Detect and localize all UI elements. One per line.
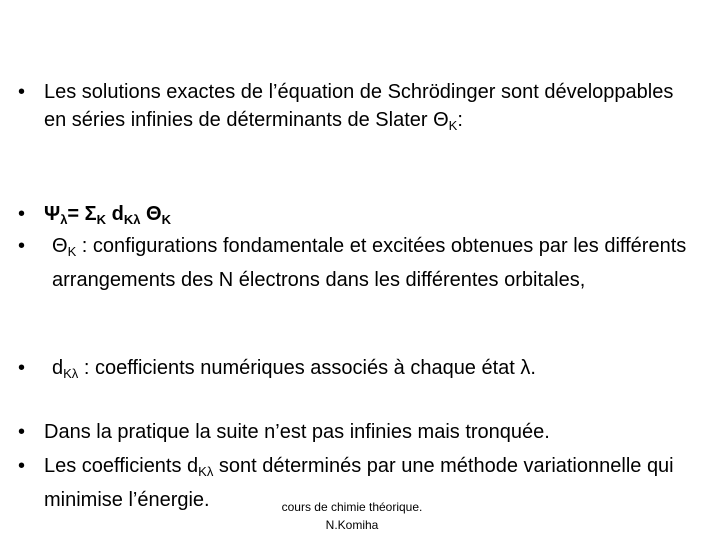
bullet-tail: : [457,109,463,131]
bullet-pratique [18,418,698,446]
psi-symbol: Ψ [44,203,61,225]
subscript-k: K [67,244,77,259]
bullet-dot: • [18,421,26,443]
subscript: K [448,118,458,133]
bullet-text: Dans la pratique la suite n’est pas infinies mais tronquée. [44,421,550,443]
bullet-text-continued: sont déterminés par une méthode variationnelle qui minimise l’énergie. [44,455,674,511]
bullet-dot: • [18,235,26,257]
subscript-k: K [96,212,107,227]
footer-author: N.Komiha [325,518,379,532]
bullet-coefficients [18,354,698,388]
bullet-configurations [18,232,698,294]
subscript-klambda: Kλ [123,212,141,227]
bullet-equation [18,200,698,234]
bullet-text: Les solutions exactes de l’équation de Schrödinger sont développables en séries infinies de déterminants de Slater Θ [44,81,674,131]
subscript-lambda: λ [60,212,68,227]
theta-symbol: Θ [52,235,68,257]
bullet-text: Les coefficients d [44,455,199,477]
equals-sum: = Σ [67,203,97,225]
bullet-solutions [18,78,698,140]
subscript-klambda: Kλ [63,366,79,381]
theta-symbol: Θ [140,203,162,225]
footer [262,498,442,534]
subscript-klambda: Kλ [198,464,214,479]
coef-d: d [106,203,124,225]
bullet-text: : configurations fondamentale et excitées obtenues par les différents arrangements des N électrons dans les différentes orbitales, [52,235,687,291]
bullet-dot: • [18,203,26,225]
bullet-dot: • [18,81,26,103]
bullet-dot: • [18,357,26,379]
coef-d: d [52,357,64,379]
bullet-dot: • [18,455,26,477]
footer-course: cours de chimie théorique. [281,500,423,514]
subscript-k: K [161,212,171,227]
bullet-text: : coefficients numériques associés à chaque état λ. [78,357,536,379]
